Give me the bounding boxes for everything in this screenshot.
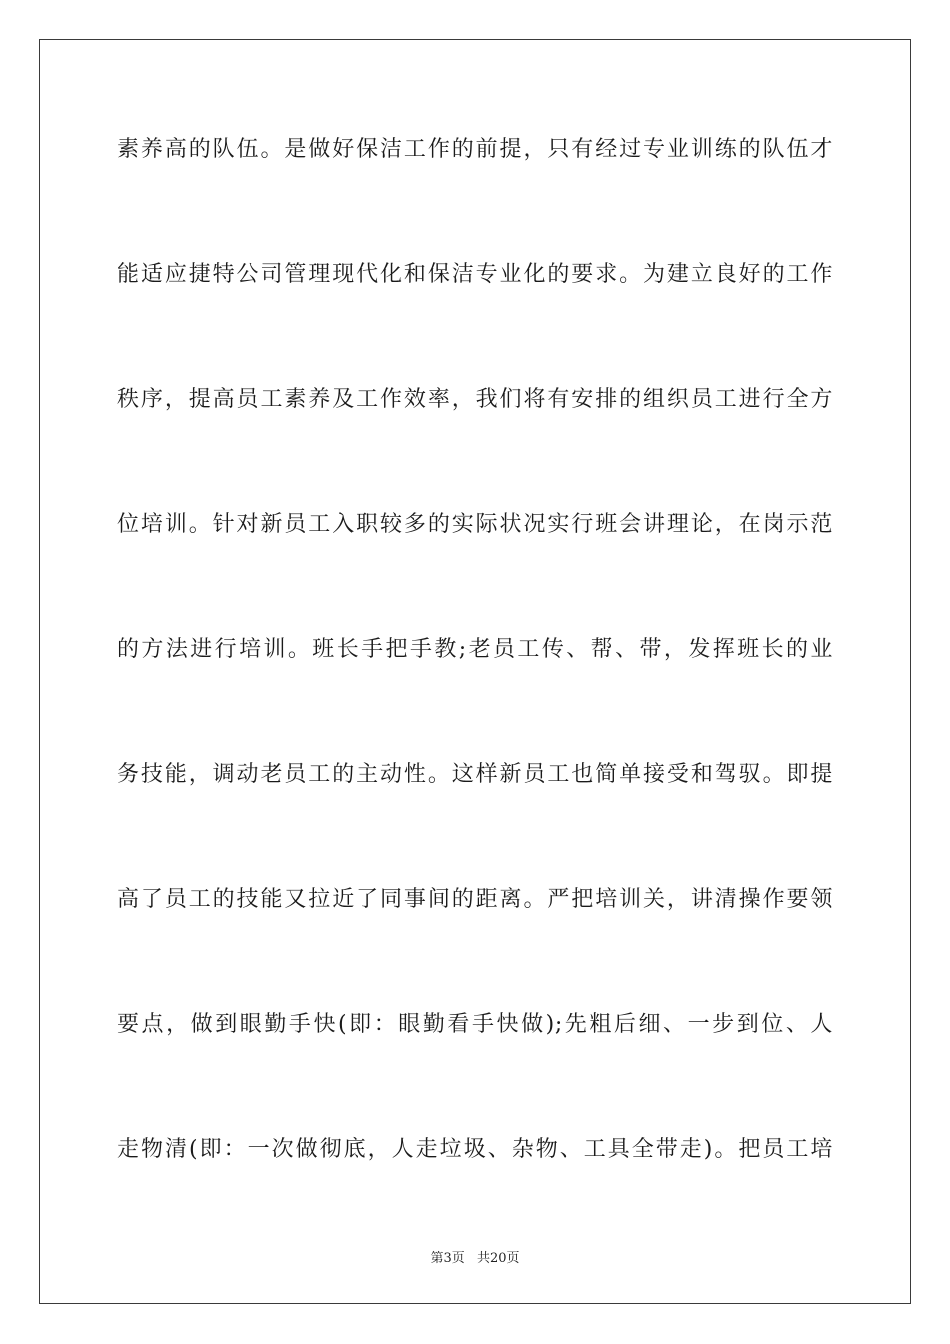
page-number: 第3页	[430, 1251, 465, 1266]
text-line-9: 走物清(即：一次做彻底，人走垃圾、杂物、工具全带走)。把员工培	[117, 1137, 833, 1162]
document-body	[117, 130, 833, 1255]
text-line-6: 务技能，调动老员工的主动性。这样新员工也简单接受和驾驭。即提	[117, 762, 833, 787]
page-total: 共20页	[476, 1251, 520, 1266]
text-line-1: 素养高的队伍。是做好保洁工作的前提，只有经过专业训练的队伍才	[117, 137, 833, 162]
text-line-8: 要点，做到眼勤手快(即：眼勤看手快做);先粗后细、一步到位、人	[117, 1012, 833, 1037]
text-line-3: 秩序，提高员工素养及工作效率，我们将有安排的组织员工进行全方	[117, 387, 833, 412]
text-line-2: 能适应捷特公司管理现代化和保洁专业化的要求。为建立良好的工作	[117, 262, 833, 287]
page-footer	[0, 1247, 950, 1266]
text-line-4: 位培训。针对新员工入职较多的实际状况实行班会讲理论，在岗示范	[117, 512, 833, 537]
text-line-5: 的方法进行培训。班长手把手教;老员工传、帮、带，发挥班长的业	[117, 637, 833, 662]
text-line-7: 高了员工的技能又拉近了同事间的距离。严把培训关，讲清操作要领	[117, 887, 833, 912]
